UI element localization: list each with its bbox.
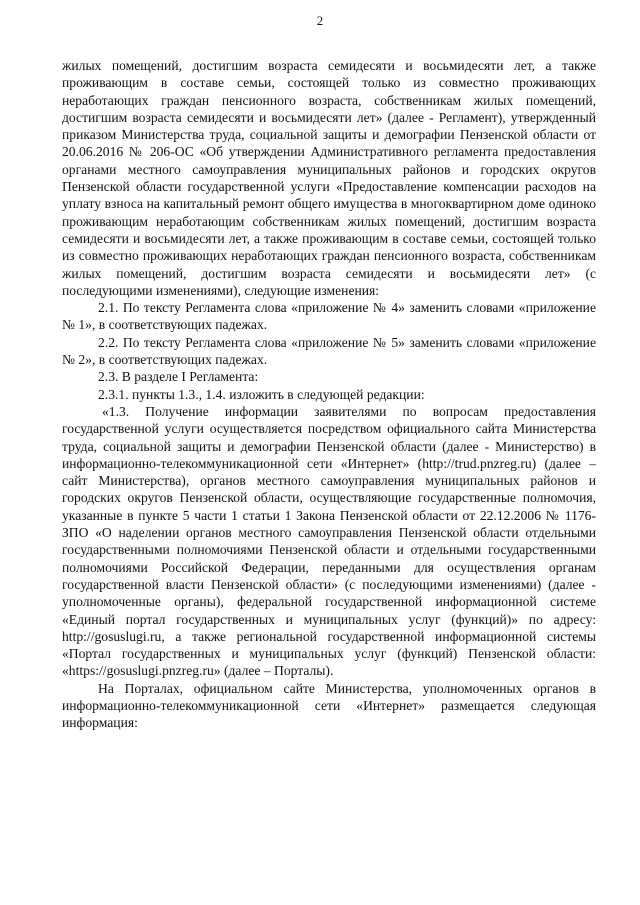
clause-1-3: «1.3. Получение информации заявителями по вопросам предоставления государственной услуги осуществляется посредством официального сайта Министерства труда, социальной защиты и демографии Пензенской области (далее - Министерство) в информационно-телекоммуникационной сети «Интернет» (http://trud.pnzreg.ru) (далее – сайт Министерства), органов местного самоуправления муниципальных районов и городских округов Пензенской области, осуществляющие государственные полномочия, указанные в пункте 5 части 1 статьи 1 Закона Пензенской области от 22.12.2006 № 1176-ЗПО «О наделении органов местного самоуправления Пензенской области отдельными государственными полномочиями Пензенской области и отдельными государственными полномочиями Российской Федерации, переданными для осуществления органам государственной власти Пензенской области» (с последующими изменениями) (далее - уполномоченные органы), федеральной государственной информационной системе «Единый портал государственных и муниципальных услуг (функций)» по адресу: http://gosuslugi.ru, а также региональной государственной информационной системы «Портал государственных и муниципальных услуг (функций) Пензенской области: «https://gosuslugi.pnzreg.ru» (далее – Порталы). bbox=[62, 403, 596, 679]
item-2-1: 2.1. По тексту Регламента слова «приложение № 4» заменить словами «приложение № 1», в соответствующих падежах. bbox=[62, 300, 596, 333]
item-2-2: 2.2. По тексту Регламента слова «приложение № 5» заменить словами «приложение № 2», в соответствующих падежах. bbox=[62, 334, 596, 368]
page-number: 2 bbox=[316, 14, 324, 28]
regulation-title-continuation: жилых помещений, достигшим возраста семидесяти и восьмидесяти лет, а также проживающим в составе семьи, состоящей только из совместно проживающих неработающих граждан пенсионного возраста, собственникам жилых помещений, достигшим возраста семидесяти и восьмидесяти лет» (далее - Регламент), утвержденный приказом Министерства труда, социальной защиты и демографии Пензенской области от 20.06.2016 № 206-ОС «Об утверждении Административного регламента предоставления органами местного самоуправления муниципальных районов и городских округов Пензенской области государственной услуги «Предоставление компенсации расходов на уплату взноса на капитальный ремонт общего имущества в многоквартирном доме одиноко проживающим неработающим собственникам жилых помещений, достигшим возраста семидесяти и восьмидесяти лет, а также проживающим в составе семьи, состоящей только из совместно проживающих неработающих граждан пенсионного возраста, собственникам жилых помещений, достигшим возраста семидесяти и восьмидесяти лет» (с последующими изменениями), следующие изменения: bbox=[62, 58, 596, 298]
item-2-3-1: 2.3.1. пункты 1.3., 1.4. изложить в следующей редакции: bbox=[98, 386, 425, 402]
item-2-3: 2.3. В разделе I Регламента: bbox=[98, 369, 259, 385]
document-body bbox=[62, 57, 596, 732]
portal-info-intro: На Порталах, официальном сайте Министерства, уполномоченных органов в информационно-телекоммуникационной сети «Интернет» размещается следующая информация: bbox=[62, 680, 596, 731]
